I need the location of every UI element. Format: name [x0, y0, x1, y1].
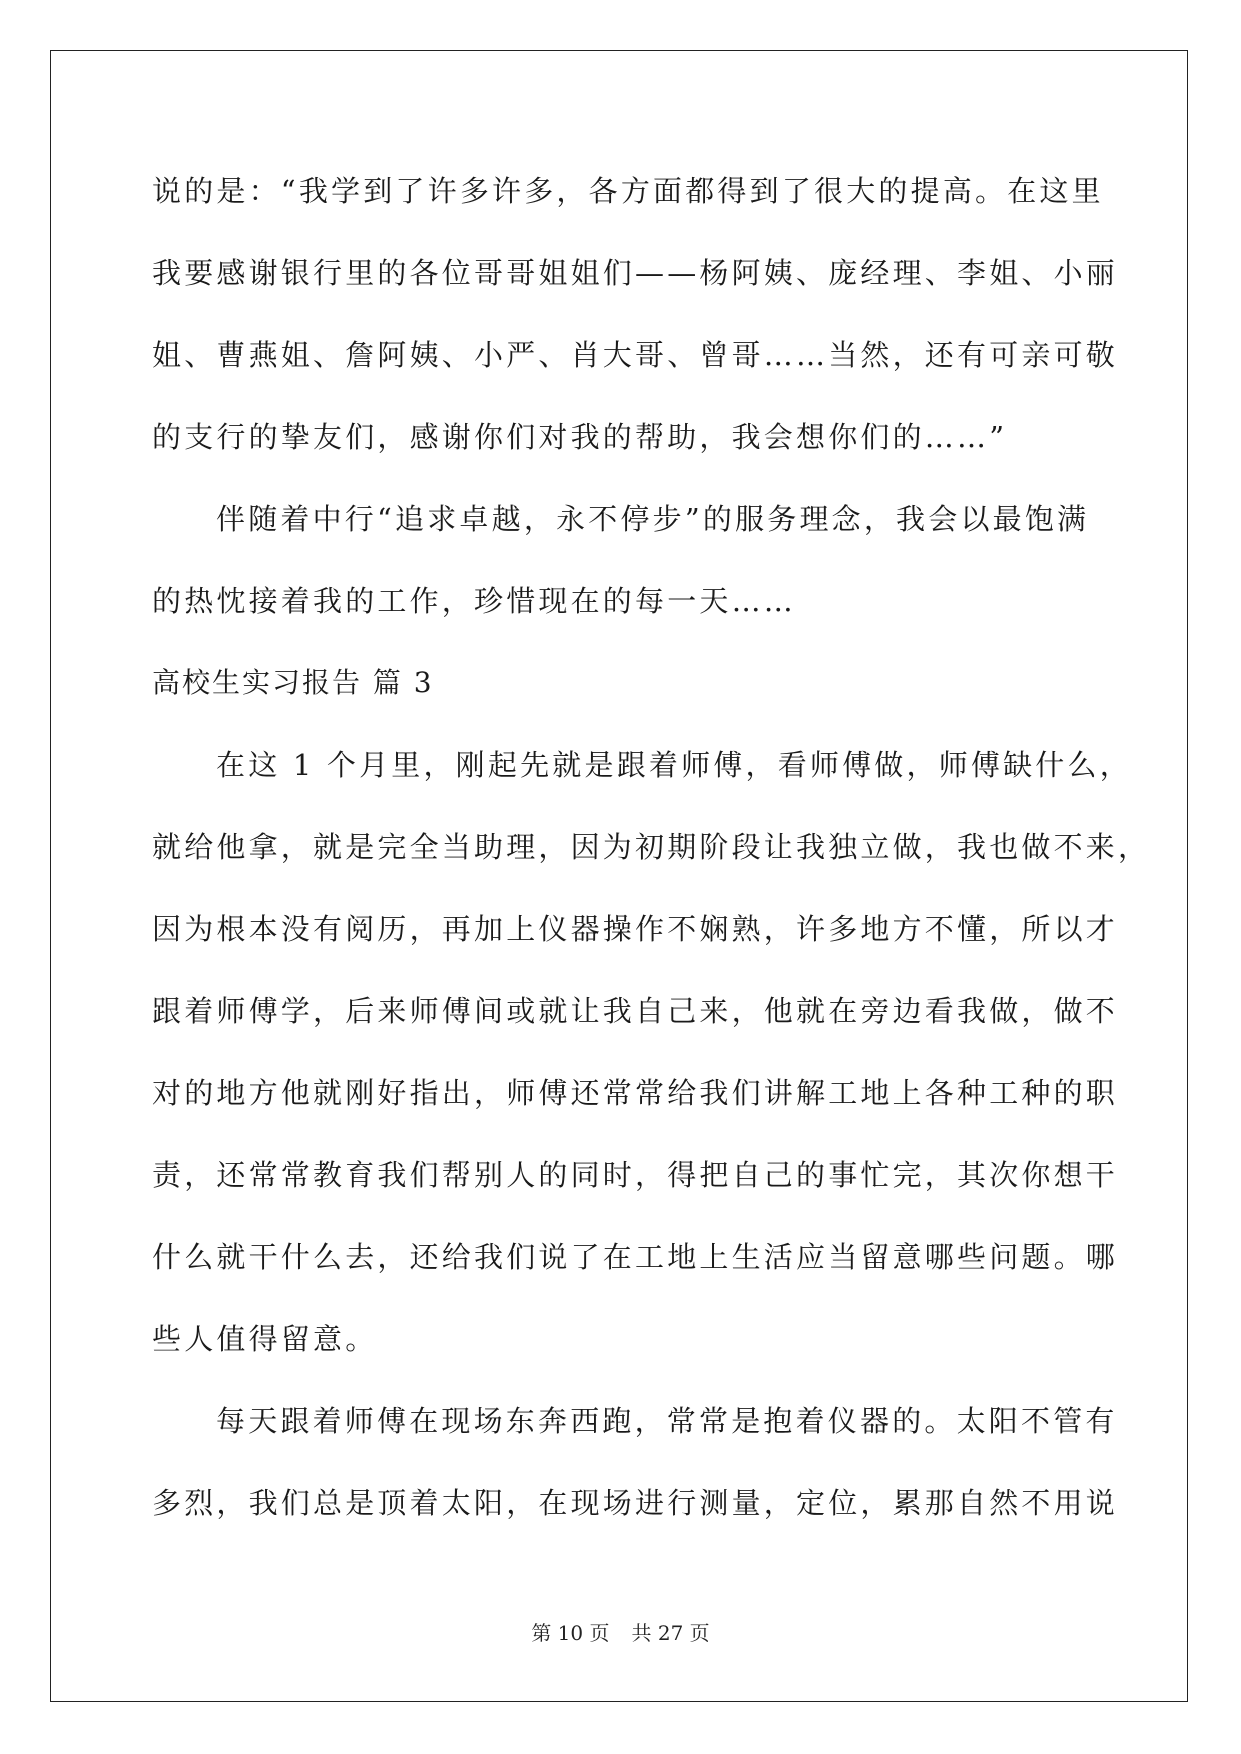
text-line: 我要感谢银行里的各位哥哥姐姐们——杨阿姨、庞经理、李姐、小丽: [152, 256, 1119, 290]
text-line: 多烈，我们总是顶着太阳，在现场进行测量，定位，累那自然不用说: [152, 1486, 1119, 1520]
text-line: 因为根本没有阅历，再加上仪器操作不娴熟，许多地方不懂，所以才: [152, 912, 1119, 946]
section-heading: 高校生实习报告 篇 3: [152, 666, 434, 699]
text-line: 责，还常常教育我们帮别人的同时，得把自己的事忙完，其次你想干: [152, 1158, 1119, 1192]
page-number: 第 10 页: [531, 1621, 610, 1645]
text-line: 就给他拿，就是完全当助理，因为初期阶段让我独立做，我也做不来，: [152, 830, 1151, 864]
text-line: 对的地方他就刚好指出，师傅还常常给我们讲解工地上各种工种的职: [152, 1076, 1119, 1110]
document-body: [152, 150, 1151, 1544]
text-line: 姐、曹燕姐、詹阿姨、小严、肖大哥、曾哥……当然，还有可亲可敬: [152, 338, 1119, 372]
text-line: 的支行的挚友们，感谢你们对我的帮助，我会想你们的……”: [152, 420, 1008, 454]
paragraph-first-line: 在这 1 个月里，刚起先就是跟着师傅，看师傅做，师傅缺什么，: [216, 748, 1132, 782]
paragraph-first-line: 伴随着中行“追求卓越，永不停步”的服务理念，我会以最饱满: [216, 502, 1090, 536]
text-line: 的热忱接着我的工作，珍惜现在的每一天……: [152, 584, 797, 618]
text-line: 些人值得留意。: [152, 1322, 378, 1356]
paragraph-first-line: 每天跟着师傅在现场东奔西跑，常常是抱着仪器的。太阳不管有: [216, 1404, 1118, 1438]
text-line: 说的是：“我学到了许多许多，各方面都得到了很大的提高。在这里: [152, 174, 1104, 208]
text-line: 跟着师傅学，后来师傅间或就让我自己来，他就在旁边看我做，做不: [152, 994, 1119, 1028]
page-total: 共 27 页: [631, 1621, 710, 1645]
text-line: 什么就干什么去，还给我们说了在工地上生活应当留意哪些问题。哪: [152, 1240, 1119, 1274]
page-footer: [0, 1617, 1241, 1646]
